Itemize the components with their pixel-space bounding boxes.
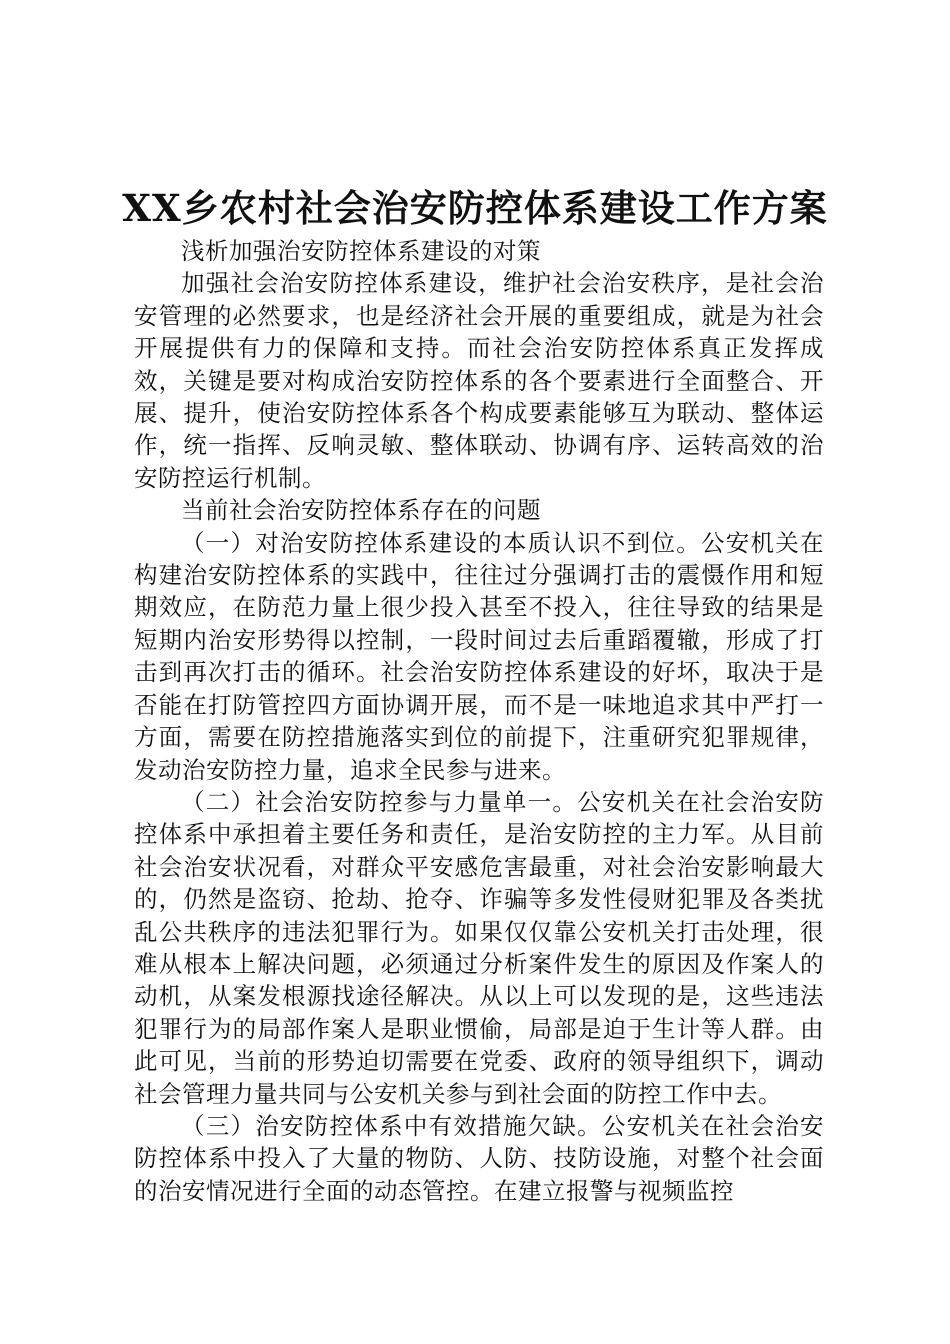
document-body	[134, 235, 824, 1207]
intro-paragraph: 加强社会治安防控体系建设，维护社会治安秩序，是社会治安管理的必然要求，也是经济社会开展的重要组成，就是为社会开展提供有力的保障和支持。而社会治安防控体系真正发挥成效，关键是要对构成治安防控体系的各个要素进行全面整合、开展、提升，使治安防控体系各个构成要素能够互为联动、整体运作，统一指挥、反响灵敏、整体联动、协调有序、运转高效的治安防控运行机制。	[134, 269, 824, 492]
subtitle-paragraph: 浅析加强治安防控体系建设的对策	[181, 237, 541, 265]
problem-one-paragraph: （一）对治安防控体系建设的本质认识不到位。公安机关在构建治安防控体系的实践中，往往过分强调打击的震慑作用和短期效应，在防范力量上很少投入甚至不投入，往往导致的结果是短期内治安形势得以控制，一段时间过去后重蹈覆辙，形成了打击到再次打击的循环。社会治安防控体系建设的好坏，取决于是否能在打防管控四方面协调开展，而不是一味地追求其中严打一方面，需要在防控措施落实到位的前提下，注重研究犯罪规律，发动治安防控力量，追求全民参与进来。	[134, 528, 824, 784]
problem-three-paragraph: （三）治安防控体系中有效措施欠缺。公安机关在社会治安防控体系中投入了大量的物防、人防、技防设施，对整个社会面的治安情况进行全面的动态管控。在建立报警与视频监控	[134, 1111, 824, 1205]
problem-two-paragraph: （二）社会治安防控参与力量单一。公安机关在社会治安防控体系中承担着主要任务和责任，是治安防控的主力军。从目前社会治安状况看，对群众平安感危害最重，对社会治安影响最大的，仍然是盗窃、抢劫、抢夺、诈骗等多发性侵财犯罪及各类扰乱公共秩序的违法犯罪行为。如果仅仅靠公安机关打击处理，很难从根本上解决问题，必须通过分析案件发生的原因及作案人的动机，从案发根源找途径解决。从以上可以发现的是，这些违法犯罪行为的局部作案人是职业惯偷，局部是迫于生计等人群。由此可见，当前的形势迫切需要在党委、政府的领导组织下，调动社会管理力量共同与公安机关参与到社会面的防控工作中去。	[134, 787, 824, 1108]
section-heading-paragraph: 当前社会治安防控体系存在的问题	[181, 496, 541, 525]
document-title: XX乡农村社会治安防控体系建设工作方案	[122, 186, 828, 230]
